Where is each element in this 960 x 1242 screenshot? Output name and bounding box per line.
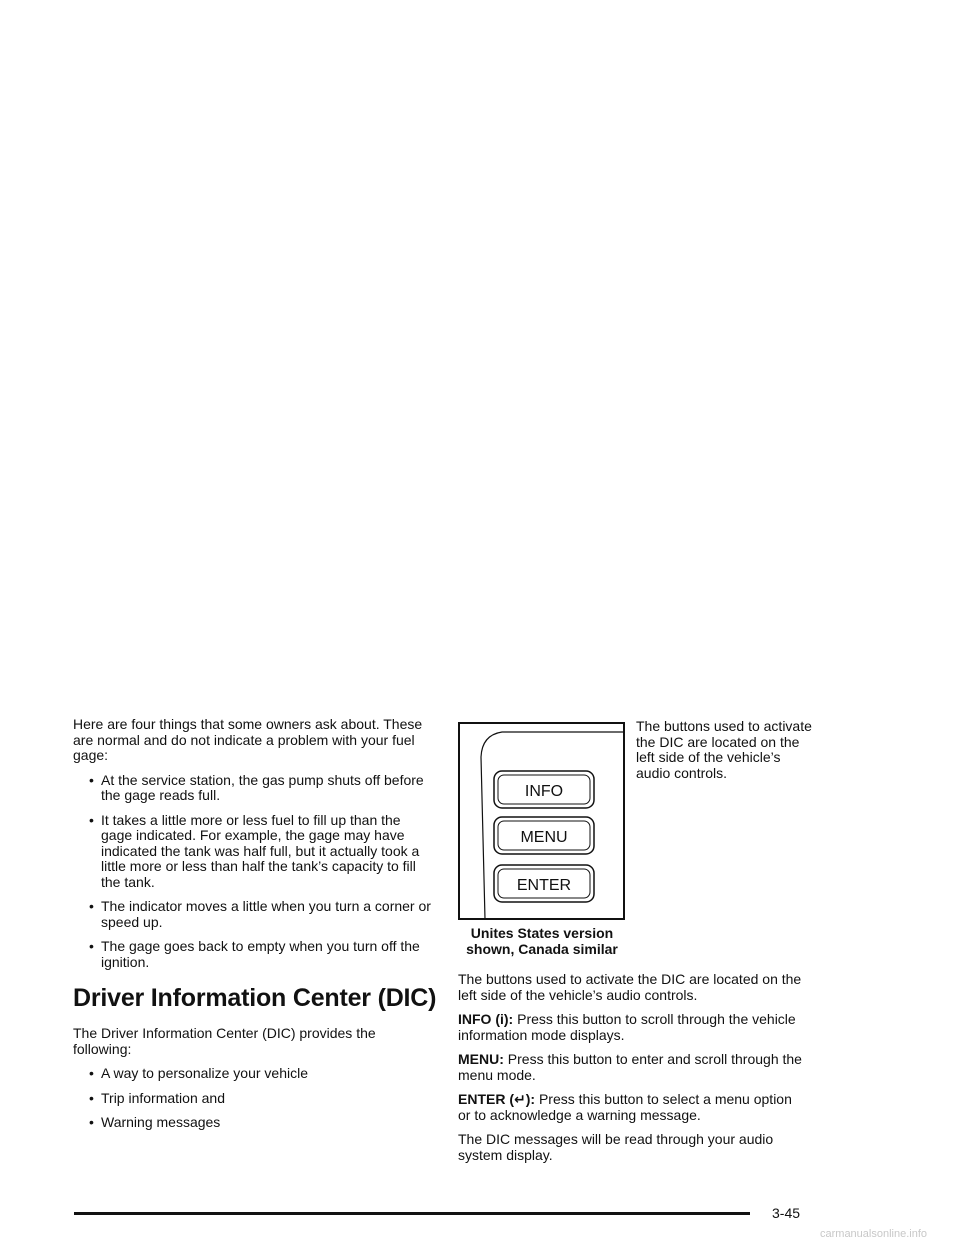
right-column xyxy=(458,972,803,1172)
section-heading: Driver Information Center (DIC) xyxy=(73,984,437,1012)
enter-button-label: ENTER xyxy=(516,877,572,894)
list-item: • A way to personalize your vehicle xyxy=(89,1065,308,1081)
list-item: • Warning messages xyxy=(89,1114,221,1130)
dic-messages-paragraph: The DIC messages will be read through your audio system display. xyxy=(458,1131,774,1163)
list-item: • At the service station, the gas pump shuts off before the gage reads full. xyxy=(89,771,424,803)
footer-rule xyxy=(74,1212,750,1215)
info-button-label: INFO xyxy=(524,783,564,800)
list-item: • The gage goes back to empty when you turn off the ignition. xyxy=(89,938,420,970)
figure-side-text: The buttons used to activate the DIC are located on the left side of the vehicle’s audio controls. xyxy=(636,718,812,781)
menu-definition: MENU: Press this button to enter and scroll through the menu mode. xyxy=(458,1051,802,1083)
dic-intro: The Driver Information Center (DIC) provides the following: xyxy=(73,1025,376,1057)
bullet-icon: • xyxy=(89,771,94,788)
info-definition: INFO (i): Press this button to scroll through the vehicle information mode displays. xyxy=(458,1011,796,1043)
info-button-graphic xyxy=(494,771,594,808)
menu-button-graphic xyxy=(494,817,594,854)
bullet-icon: • xyxy=(89,1089,94,1106)
bullet-icon: • xyxy=(89,898,94,914)
enter-icon: ↵ xyxy=(514,1091,526,1107)
watermark: carmanualsonline.info xyxy=(820,1228,928,1240)
fuel-gage-intro: Here are four things that some owners ask about. These are normal and do not indicate a problem with your fuel gage: xyxy=(73,716,423,763)
list-item: • It takes a little more or less fuel to fill up than the gage indicated. For example, the gage may have indicated the tank was half full, but it actually took a little more or less than half the tank’s capacity to fill the tank. xyxy=(89,811,420,890)
menu-button-label: MENU xyxy=(520,829,568,846)
left-column xyxy=(73,716,437,1140)
bullet-icon: • xyxy=(89,811,94,828)
enter-button-graphic xyxy=(494,865,594,902)
list-item: • The indicator moves a little when you turn a corner or speed up. xyxy=(89,898,431,930)
page-number: 3-45 xyxy=(772,1205,801,1221)
bullet-icon: • xyxy=(89,1114,94,1130)
info-icon: i xyxy=(500,1011,504,1027)
dic-buttons-paragraph: The buttons used to activate the DIC are located on the left side of the vehicle’s audio controls. xyxy=(458,971,802,1003)
list-item: • Trip information and xyxy=(89,1089,225,1106)
bullet-icon: • xyxy=(89,938,94,954)
dic-buttons-illustration xyxy=(458,722,625,920)
bullet-icon: • xyxy=(89,1065,94,1081)
figure-caption: Unites States version shown, Canada similar xyxy=(466,925,618,957)
enter-definition: ENTER (↵): Press this button to select a menu option or to acknowledge a warning message. xyxy=(458,1091,792,1123)
